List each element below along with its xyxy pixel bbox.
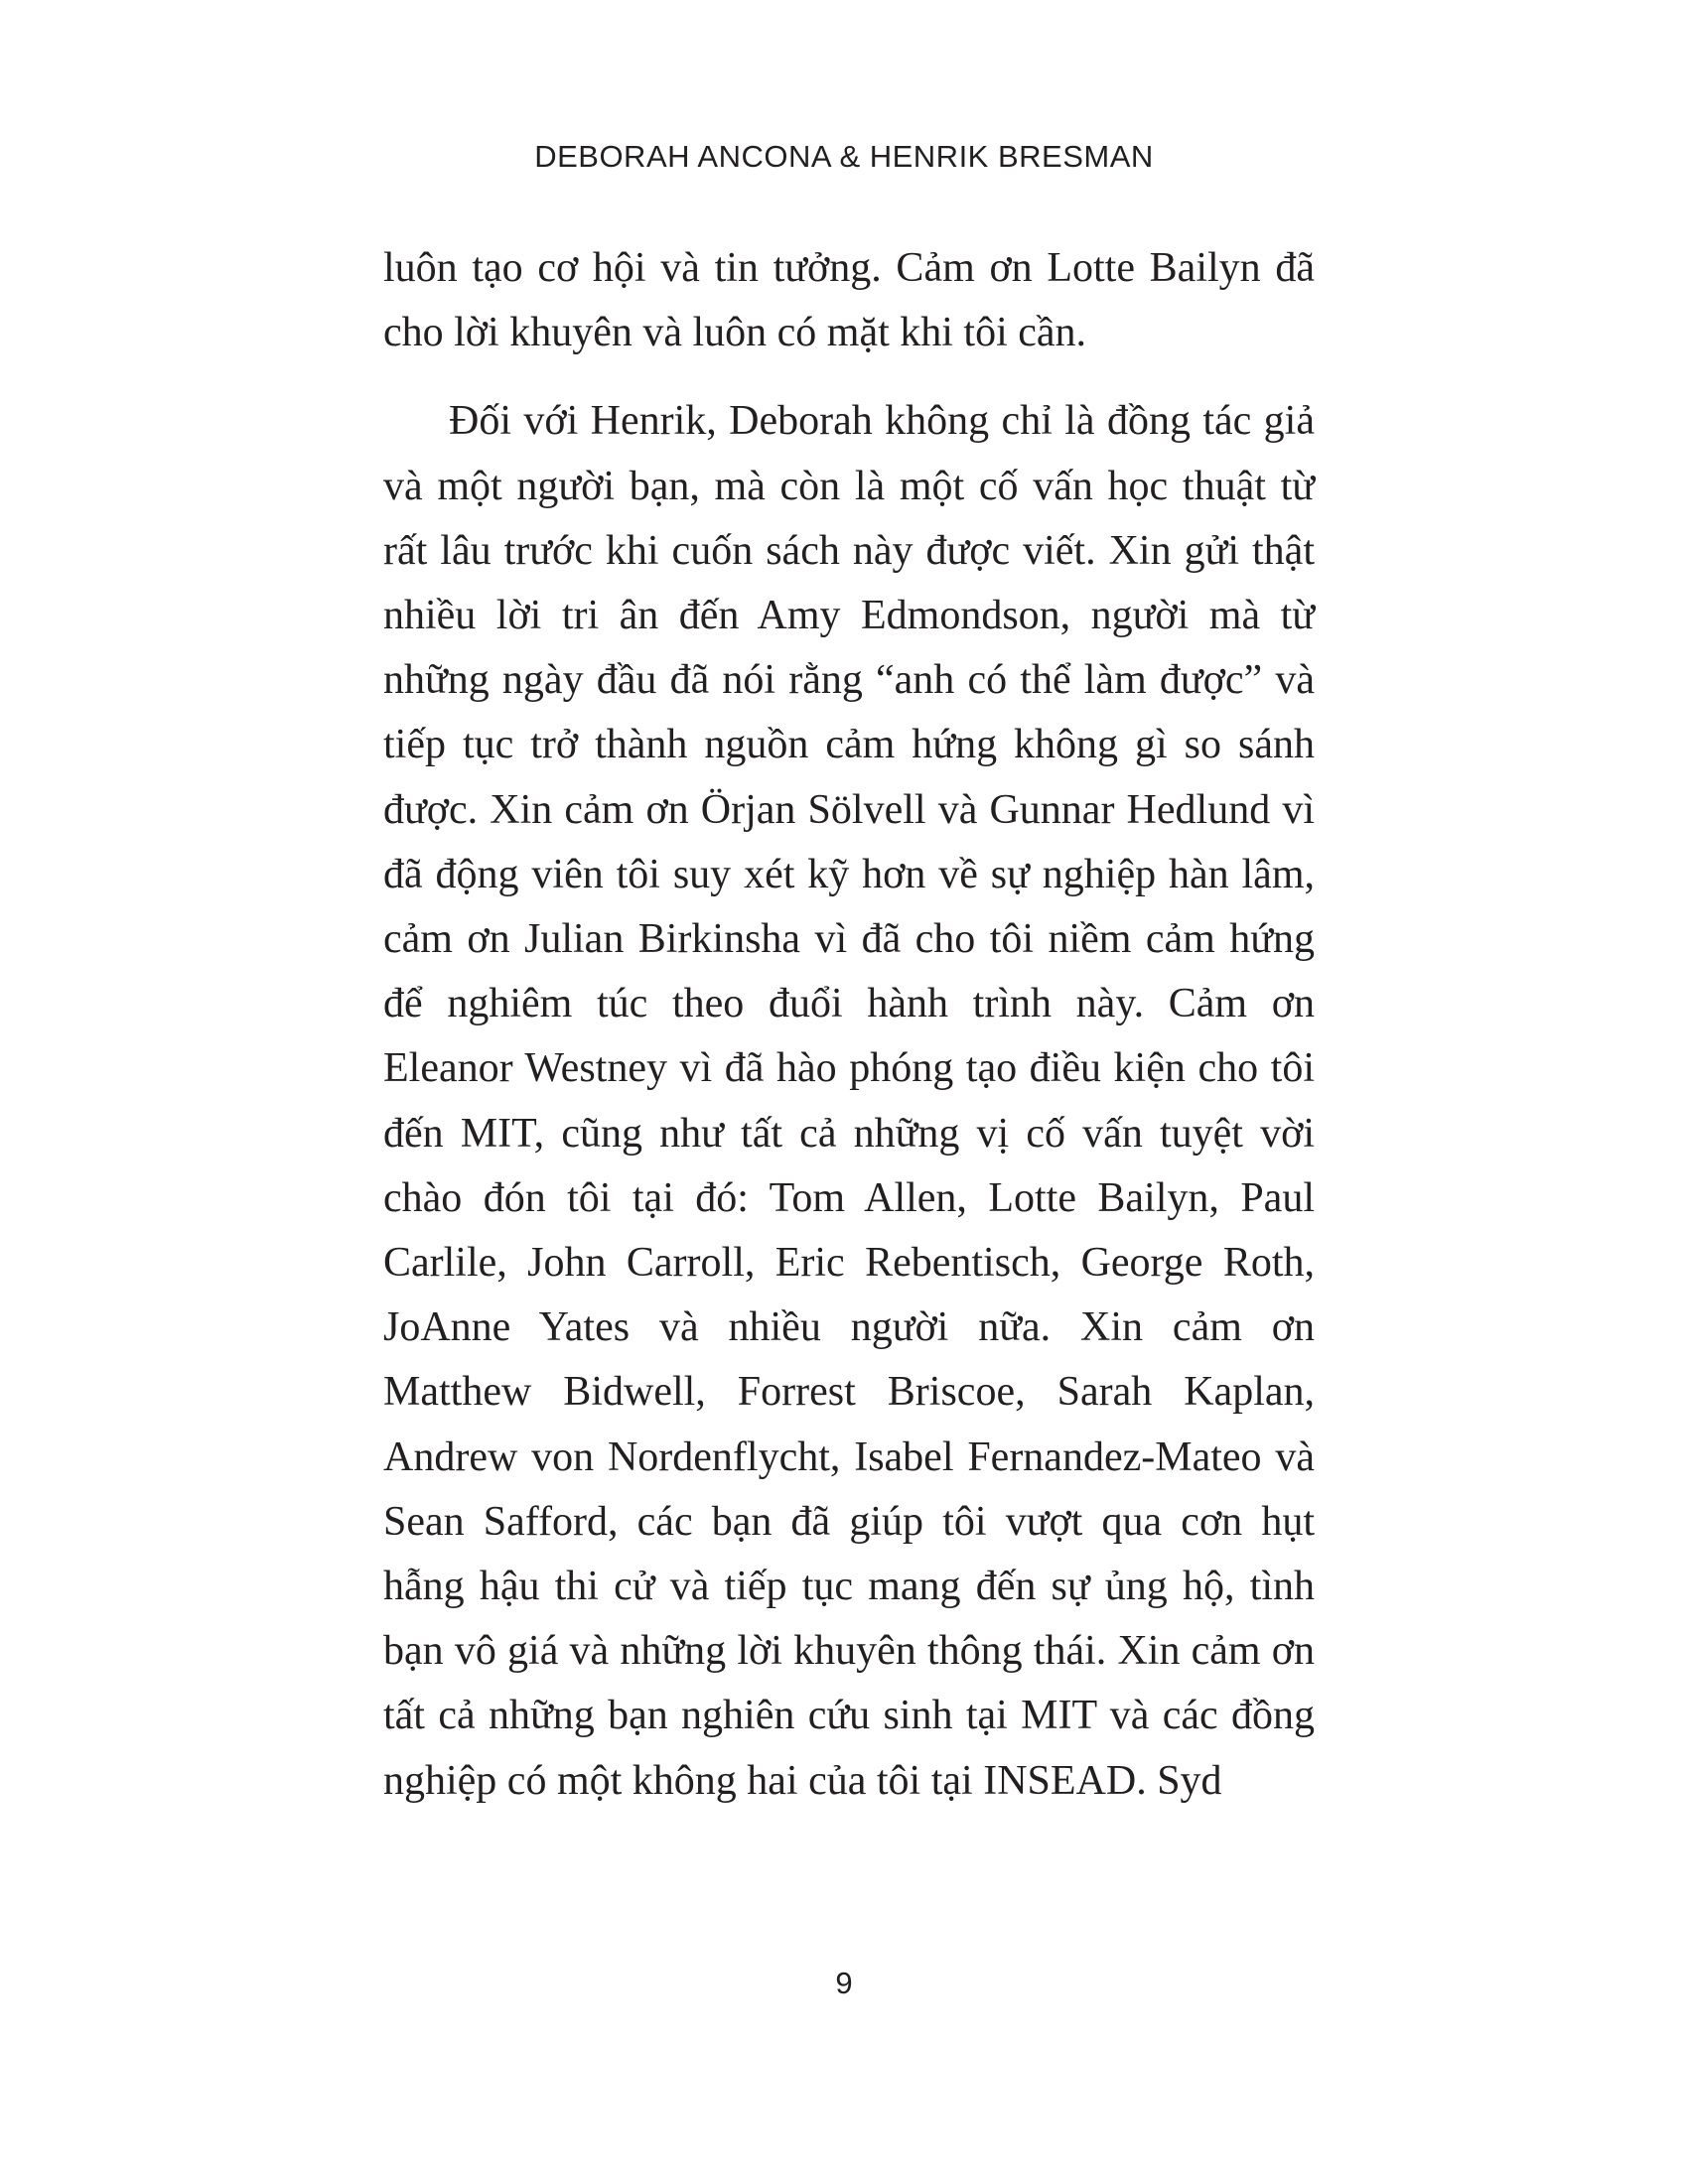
paragraph-continued: luôn tạo cơ hội và tin tưởng. Cảm ơn Lotte Bailyn đã cho lời khuyên và luôn có mặt khi tôi cần. [383,245,1315,356]
page-number: 9 [835,1966,853,2000]
running-header: DEBORAH ANCONA & HENRIK BRESMAN [534,139,1154,174]
paragraph-henrik-acknowledgements: Đối với Henrik, Deborah không chỉ là đồng tác giả và một người bạn, mà còn là một cố vấn học thuật từ rất lâu trước khi cuốn sách này được viết. Xin gửi thật nhiều lời tri ân đến Amy Edmondson, người mà từ những ngày đầu đã nói rằng “anh có thể làm được” và tiếp tục trở thành nguồn cảm hứng không gì so sánh được. Xin cảm ơn Örjan Sölvell và Gunnar Hedlund vì đã động viên tôi suy xét kỹ hơn về sự nghiệp hàn lâm, cảm ơn Julian Birkinsha vì đã cho tôi niềm cảm hứng để nghiêm túc theo đuổi hành trình này. Cảm ơn Eleanor Westney vì đã hào phóng tạo điều kiện cho tôi đến MIT, cũng như tất cả những vị cố vấn tuyệt vời chào đón tôi tại đó: Tom Allen, Lotte Bailyn, Paul Carlile, John Carroll, Eric Rebentisch, George Roth, JoAnne Yates và nhiều người nữa. Xin cảm ơn Matthew Bidwell, Forrest Briscoe, Sarah Kaplan, Andrew von Nordenflycht, Isabel Fernandez-Mateo và Sean Safford, các bạn đã giúp tôi vượt qua cơn hụt hẫng hậu thi cử và tiếp tục mang đến sự ủng hộ, tình bạn vô giá và những lời khuyên thông thái. Xin cảm ơn tất cả những bạn nghiên cứu sinh tại MIT và các đồng nghiệp có một không hai của tôi tại INSEAD. Syd [383,398,1315,1804]
body-text [383,236,1315,1814]
